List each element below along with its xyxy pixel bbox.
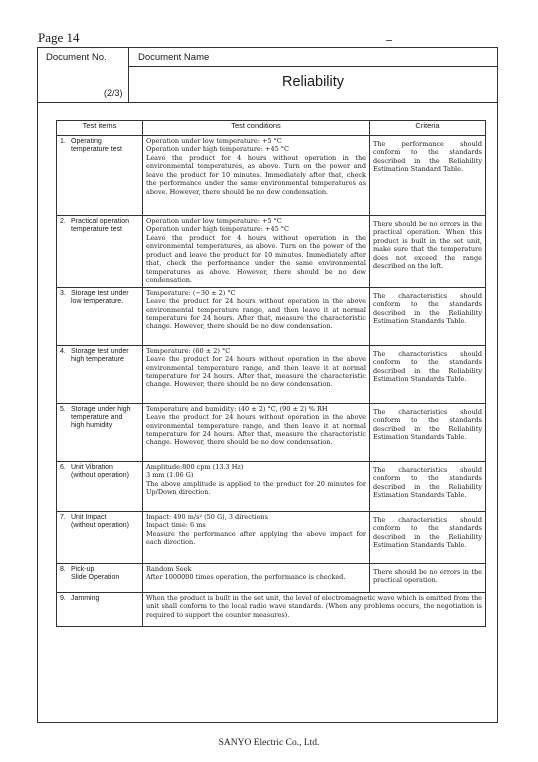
test-item-label: Storage test under — [71, 289, 129, 297]
test-conditions-cell: Random Seek After 1000000 times operation, the performance is checked. — [143, 563, 370, 592]
test-item-label: high humidity — [71, 422, 113, 430]
test-conditions-cell: Temperature: (−30 ± 2) °C Leave the product for 24 hours without operation in the above environmental temperature range, and then leave it at normal temperature for 24 hours. After that, measure the characteristic change. However, there should be no dew condensation. — [143, 287, 370, 345]
test-conditions-cell: Temperature: (60 ± 2) °C Leave the product for 24 hours without operation in the above environmental temperature range, and then leave it at normal temperature for 24 hours. After that, measure the characteristic change. However, there should be no dew condensation. — [143, 345, 370, 403]
test-conditions-cell: Impact: 490 m/s² (50 G), 3 directions Impact time: 6 ms Measure the performance after applying the above impact for each direction. — [143, 511, 370, 563]
criteria-cell: The performance should conform to the standards described in the Reliability Estimation Standard Table. — [370, 136, 486, 216]
test-item-number: 6. — [60, 463, 66, 471]
test-item-cell — [57, 287, 143, 345]
table-row — [57, 287, 486, 345]
test-item-cell — [57, 511, 143, 563]
test-item-label: temperature test — [71, 226, 122, 234]
company-footer: SANYO Electric Co., Ltd. — [218, 738, 320, 748]
criteria-cell: The characteristics should conform to the standards described in the Reliability Estimation Standards Table. — [370, 461, 486, 511]
test-item-cell — [57, 563, 143, 592]
test-item-number: 9. — [60, 594, 66, 602]
page-of-indicator: (2/3) — [104, 88, 123, 98]
criteria-cell: There should be no errors in the practical operation. — [370, 563, 486, 592]
document-name-label: Document Name — [138, 52, 210, 63]
test-item-label: Pick-up — [71, 565, 95, 573]
criteria-cell: The characteristics should conform to the standards described in the Reliability Estimation Standards Table. — [370, 287, 486, 345]
table-row — [57, 403, 486, 461]
document-frame — [37, 47, 498, 723]
test-item-number: 2. — [60, 218, 66, 225]
test-conditions-cell: Operation under low temperature: +5 °C Operation under high temperature: +45 °C Leave the product for 4 hours without operation in the environmental temperatures, as above. Turn on the power and leave the product for 10 minutes. Immediately after that, check the performance under the same environmental temperatures as above. However, there should be no dew condensation. — [143, 136, 370, 216]
document-header — [38, 48, 497, 103]
test-item-label: Jamming — [71, 594, 100, 602]
test-item-label: (without operation) — [71, 521, 129, 529]
test-item-number: 5. — [60, 405, 66, 413]
criteria-cell: The characteristics should conform to the standards described in the Reliability Estimation Standards Table. — [370, 345, 486, 403]
header-dash — [386, 40, 392, 41]
test-item-number: 8. — [60, 565, 66, 573]
test-item-cell — [57, 136, 143, 216]
test-item-label: Unit Impact — [71, 513, 107, 521]
document-number-cell — [38, 48, 129, 102]
table-row — [57, 563, 486, 592]
test-item-number: 4. — [60, 347, 66, 355]
test-item-number: 7. — [60, 513, 66, 521]
test-item-number: 3. — [60, 289, 66, 297]
criteria-cell: The characteristics should conform to the standards described in the Reliability Estimation Standards Table. — [370, 403, 486, 461]
test-item-cell — [57, 403, 143, 461]
test-item-cell — [57, 461, 143, 511]
table-header-row — [57, 121, 486, 136]
test-item-label: Practical operation — [71, 218, 129, 225]
test-conditions-cell: When the product is built in the set unit, the level of electromagnetic wave which is emitted from the unit shall conform to the local radio wave standards. (When any problems occurs, the negotiation is required to support the counter measures). — [143, 592, 486, 626]
document-number-label: Document No. — [46, 52, 107, 63]
test-item-label: Unit Vibration — [71, 463, 113, 471]
test-item-label: low temperature. — [71, 297, 124, 305]
page-number: Page 14 — [38, 30, 80, 45]
table-row — [57, 592, 486, 626]
test-item-label: Storage test under — [71, 347, 129, 355]
table-row — [57, 461, 486, 511]
test-item-cell — [57, 345, 143, 403]
test-item-label: (without operation) — [71, 471, 129, 479]
test-item-label: temperature test — [71, 146, 122, 154]
header-divider — [129, 66, 497, 67]
table-row — [57, 511, 486, 563]
column-header-test-conditions: Test conditions — [143, 121, 370, 136]
document-title: Reliability — [281, 74, 345, 90]
reliability-test-table — [56, 120, 486, 627]
test-item-cell — [57, 592, 143, 626]
table-row — [57, 216, 486, 288]
test-item-label: Slide Operation — [71, 573, 120, 581]
test-item-label: Storage under high — [71, 405, 131, 413]
test-item-cell — [57, 216, 143, 288]
test-item-label: high temperature — [71, 355, 124, 363]
column-header-criteria: Criteria — [370, 121, 486, 136]
test-item-label: temperature and — [71, 413, 123, 421]
table-row — [57, 136, 486, 216]
test-conditions-cell: Operation under low temperature: +5 °C Operation under high temperature: +45 °C Leave the product for 4 hours without operation in the environmental temperatures, as above. Turn on the power of the product and leave the product for 10 minutes. Immediately after that, check the performance under the same environmental temperatures as above. However, there should be no dew condensation. — [143, 216, 370, 288]
test-conditions-cell: Temperature and humidity: (40 ± 2) °C, (90 ± 2) % RH Leave the product for 24 hours without operation in the above environmental temperature range, and then leave it at normal temperature for 24 hours. After that, measure the characteristic change. However, there should be no dew condensation. — [143, 403, 370, 461]
test-item-number: 1. — [60, 138, 66, 145]
table-row — [57, 345, 486, 403]
column-header-test-items: Test items — [57, 121, 143, 136]
test-conditions-cell: Amplitude:800 cpm (13.3 Hz) 3 mm (1.06 G) The above amplitude is applied to the product for 20 minutes for Up/Down direction. — [143, 461, 370, 511]
test-item-label: Operating — [71, 138, 102, 145]
criteria-cell: There should be no errors in the practical operation. When this product is built in the set unit, make sure that the temperature does not exceed the range described on the left. — [370, 216, 486, 288]
criteria-cell: The characteristics should conform to the standards described in the Reliability Estimation Standards Table. — [370, 511, 486, 563]
